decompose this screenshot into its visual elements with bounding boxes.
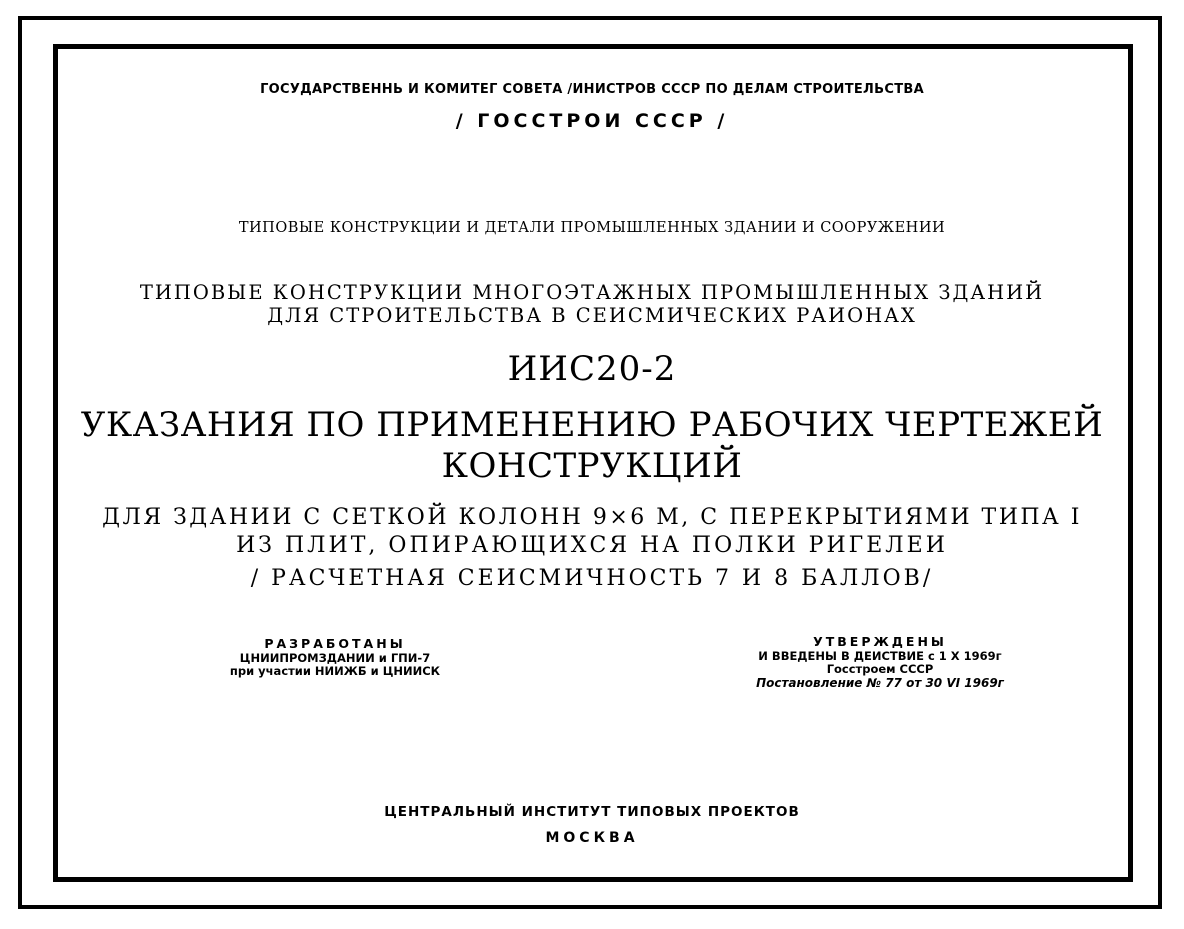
approved-heading: УТВЕРЖДЕНЫ (813, 634, 947, 649)
description-line-2: ИЗ ПЛИТ, ОПИРАЮЩИХСЯ НА ПОЛКИ РИГЕЛЕИ (236, 533, 948, 558)
main-title-line-1: УКАЗАНИЯ ПО ПРИМЕНЕНИЮ РАБОЧИХ ЧЕРТЕЖЕЙ (80, 405, 1104, 445)
city-name: МОСКВА (545, 830, 639, 846)
developed-heading: РАЗРАБОТАНЫ (264, 636, 406, 651)
developed-block (190, 636, 480, 678)
approved-line-3: Постановление № 77 от 30 VI 1969г (756, 676, 1004, 690)
main-title-line-2: КОНСТРУКЦИЙ (441, 446, 743, 486)
approved-block (690, 634, 1070, 690)
subject-line-1: ТИПОВЫЕ КОНСТРУКЦИИ МНОГОЭТАЖНЫХ ПРОМЫШЛЕННЫХ ЗДАНИЙ (139, 281, 1045, 304)
approved-line-2: Госстроем СССР (826, 662, 934, 676)
description-line-1: ДЛЯ ЗДАНИИ С СЕТКОЙ КОЛОНН 9×6 М, С ПЕРЕКРЫТИЯМИ ТИПА I (102, 505, 1082, 530)
institute-name: ЦЕНТРАЛЬНЫЙ ИНСТИТУТ ТИПОВЫХ ПРОЕКТОВ (384, 804, 800, 820)
developed-line-1: ЦНИИПРОМЗДАНИИ и ГПИ-7 (239, 651, 431, 665)
developed-line-2: при участии НИИЖБ и ЦНИИСК (229, 664, 441, 678)
description-line-3: / РАСЧЕТНАЯ СЕИСМИЧНОСТЬ 7 И 8 БАЛЛОВ/ (250, 566, 934, 591)
subject-line-2: ДЛЯ СТРОИТЕЛЬСТВА В СЕИСМИЧЕСКИХ РАИОНАХ (267, 304, 917, 327)
document-code: ИИС20-2 (507, 349, 677, 389)
series-title: ТИПОВЫЕ КОНСТРУКЦИИ И ДЕТАЛИ ПРОМЫШЛЕННЫХ ЗДАНИИ И СООРУЖЕНИИ (238, 220, 946, 236)
approved-line-1: И ВВЕДЕНЫ В ДЕИСТВИЕ с 1 X 1969г (758, 649, 1002, 663)
gosstroy-name: / ГОССТРОИ СССР / (455, 110, 729, 132)
committee-name: ГОСУДАРСТВЕННЬ И КОМИТЕГ СОВЕТА /ИНИСТРОВ СССР ПО ДЕЛАМ СТРОИТЕЛЬСТВА (260, 82, 924, 97)
